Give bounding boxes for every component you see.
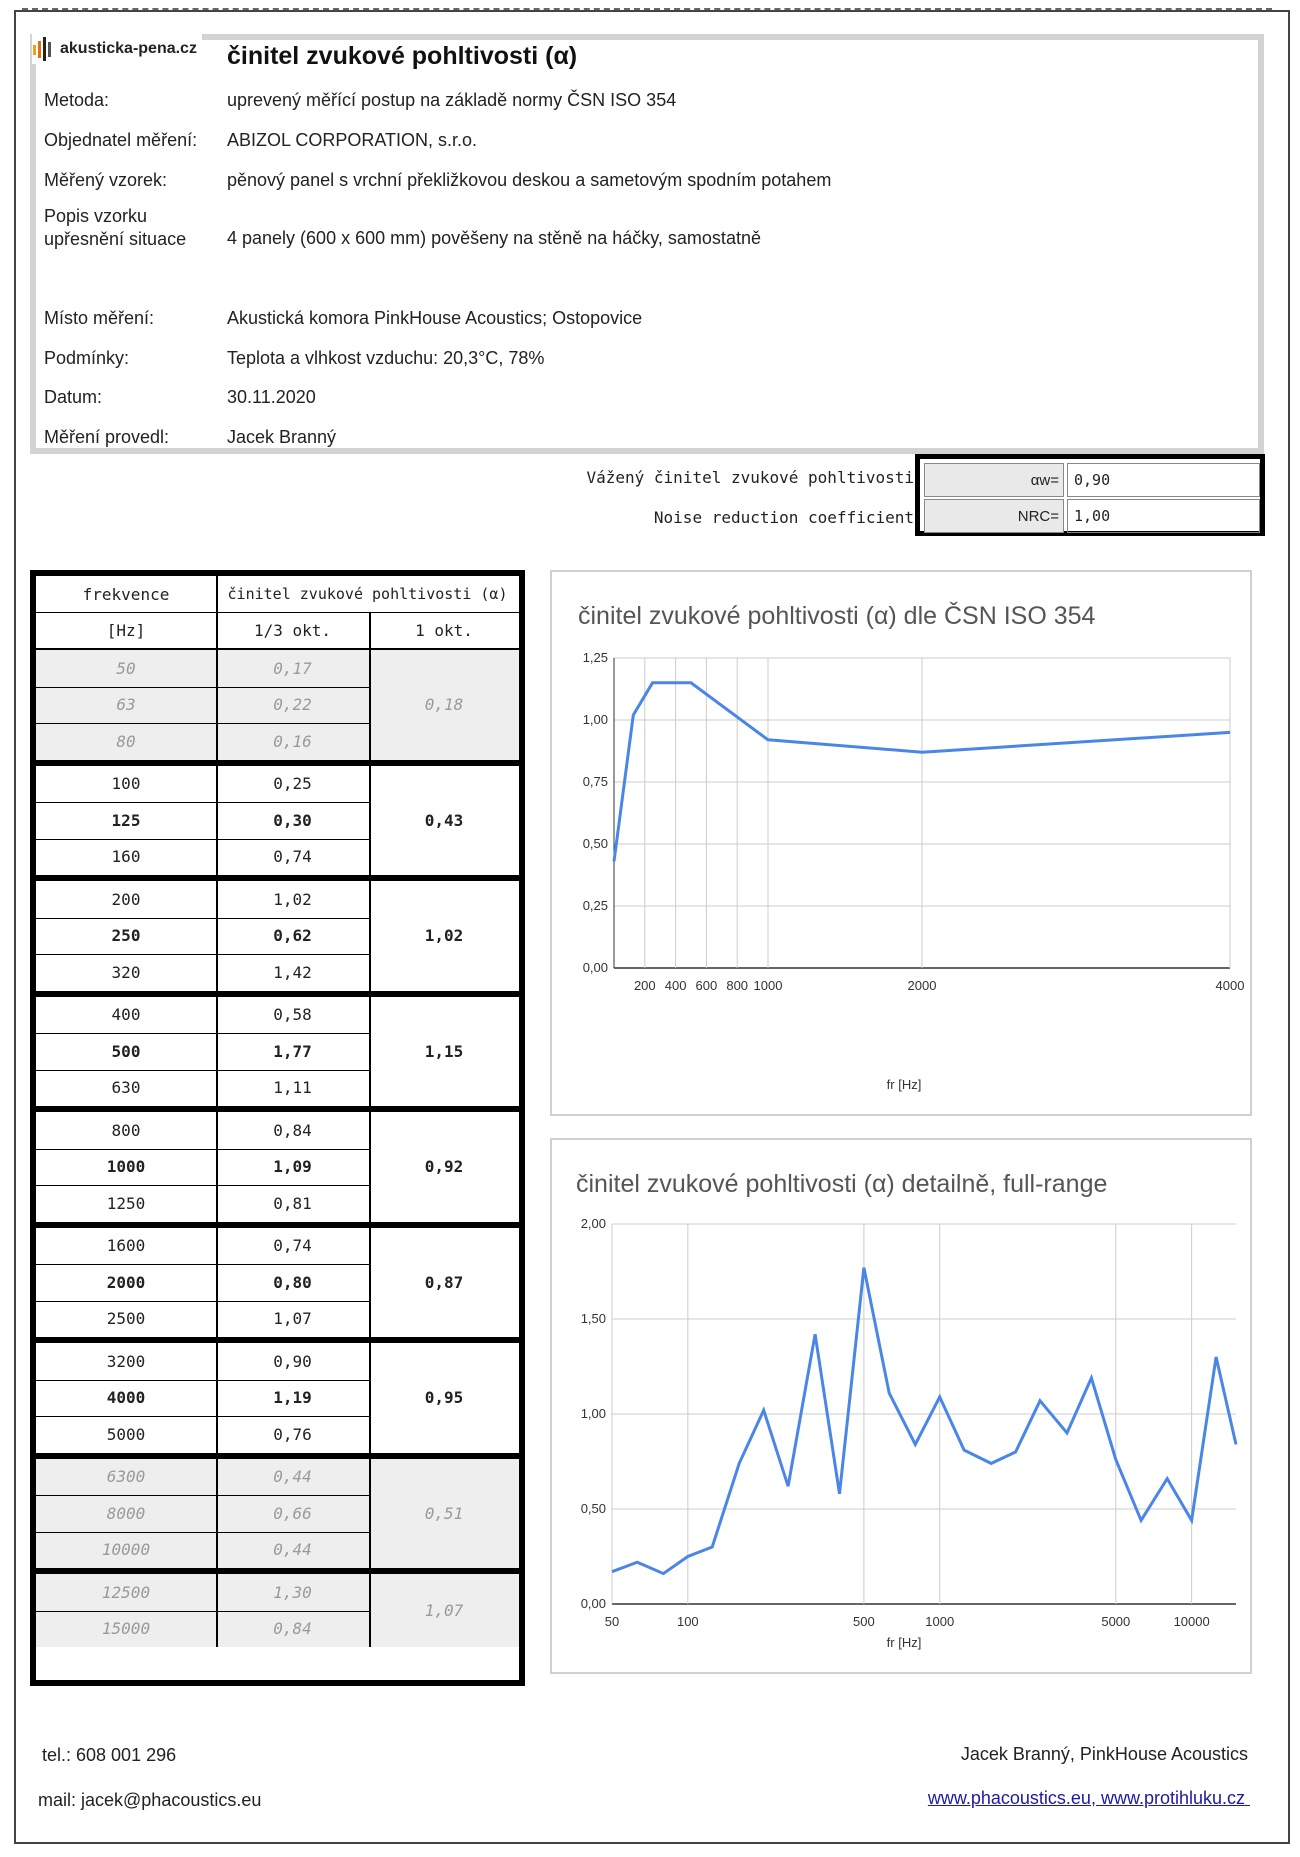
weighted-values-box [915,454,1265,536]
y-tick-label: 0,50 [580,1501,606,1516]
table-cell-third-octave: 0,44 [273,1467,312,1487]
row-divider [36,723,369,724]
chart-title: činitel zvukové pohltivosti (α) detailně, full-range [576,1170,1108,1198]
table-cell-frequency: 200 [111,889,141,909]
y-tick-label: 0,75 [582,774,608,789]
row-divider [36,918,369,919]
header-col-line [216,576,218,648]
row-divider [36,1185,369,1186]
header-unit: [Hz] [106,620,146,640]
table-cell-third-octave: 0,90 [273,1351,312,1371]
info-value: 4 panely (600 x 600 mm) pověšeny na stěně na háčky, samostatně [227,228,761,248]
chart-ticks [583,650,1245,993]
table-cell-third-octave: 1,02 [273,889,312,909]
page-top-dashes [22,8,1272,10]
table-cell-octave: 1,02 [424,926,464,946]
table-cell-third-octave: 0,74 [273,847,312,867]
table-cell-third-octave: 0,17 [273,658,312,678]
table-cell-third-octave: 0,80 [273,1272,312,1292]
info-label: Měřený vzorek: [44,170,168,190]
nrc-label: Noise reduction coefficient [653,508,914,527]
table-cell-frequency: 400 [111,1005,141,1025]
table-cell-third-octave: 0,84 [273,1619,312,1639]
table-cell-third-octave: 1,11 [273,1078,312,1098]
row-divider [36,1070,369,1071]
table-cell-frequency: 630 [111,1078,141,1098]
col-line [216,1459,218,1569]
info-value: Akustická komora PinkHouse Acoustics; Ostopovice [227,308,643,328]
y-tick-label: 0,25 [582,898,608,913]
table-cell-third-octave: 1,30 [273,1582,312,1602]
x-tick-label: 100 [676,1614,699,1629]
col-line [216,1574,218,1647]
col-line [369,766,371,876]
row-divider [36,1149,369,1150]
chart-full-range-svg [552,1140,1254,1676]
row-divider [36,1264,369,1265]
logo-text: akusticka-pena.cz [60,40,197,57]
page-title: činitel zvukové pohltivosti (α) [227,42,578,70]
x-tick-label: 1000 [753,978,783,993]
table-cell-third-octave: 1,09 [273,1157,312,1177]
table-cell-third-octave: 1,07 [273,1309,312,1329]
col-line [216,881,218,991]
x-tick-label: 2000 [907,978,937,993]
weighted-alpha-label: Vážený činitel zvukové pohltivosti [586,468,914,487]
table-cell-third-octave: 1,42 [273,962,312,982]
footer-links[interactable]: www.phacoustics.eu, www.protihluku.cz [927,1788,1250,1808]
chart-grid [614,658,1230,968]
table-cell-frequency: 2000 [106,1272,146,1292]
info-value: 30.11.2020 [227,387,316,407]
y-tick-label: 1,25 [582,650,608,665]
header-divider [36,612,519,613]
table-cell-frequency: 160 [111,847,141,867]
chart-iso354 [550,570,1252,1116]
row-divider [36,1611,369,1612]
info-value: pěnový panel s vrchní překližkovou deskou a sametovým spodním potahem [227,170,832,190]
nrc-key: NRC= [924,499,1064,533]
info-label: Popis vzorku upřesnění situace [44,206,187,249]
chart-grid [612,1224,1236,1604]
col-line [216,766,218,876]
col-line [369,1459,371,1569]
row-divider [36,1380,369,1381]
chart-x-label: fr [Hz] [886,1635,922,1650]
table-cell-frequency: 320 [111,962,141,982]
table-cell-third-octave: 0,25 [273,774,312,794]
row-divider [36,1532,369,1533]
row-divider [36,687,369,688]
logo-bars-icon [32,36,54,62]
row-divider [36,954,369,955]
table-cell-octave: 0,92 [424,1157,464,1177]
table-cell-third-octave: 0,44 [273,1540,312,1560]
header-octave: 1 okt. [415,620,473,640]
y-tick-label: 1,00 [580,1406,606,1421]
table-cell-frequency: 80 [116,731,136,751]
y-tick-label: 0,50 [582,836,608,851]
col-line [369,997,371,1107]
row-divider [36,1301,369,1302]
col-line [216,650,218,760]
table-cell-third-octave: 0,84 [273,1120,312,1140]
x-tick-label: 5000 [1101,1614,1131,1629]
table-cell-frequency: 6300 [106,1467,146,1487]
x-tick-label: 50 [604,1614,620,1629]
table-cell-frequency: 8000 [106,1503,146,1523]
table-cell-octave: 0,18 [424,695,464,715]
table-cell-third-octave: 0,62 [273,926,312,946]
footer-author: Jacek Branný, PinkHouse Acoustics [960,1744,1248,1764]
x-tick-label: 10000 [1173,1614,1210,1629]
info-label: Podmínky: [44,348,130,368]
footer-mail[interactable]: mail: jacek@phacoustics.eu [38,1790,262,1810]
header-third-octave: 1/3 okt. [253,620,332,640]
table-cell-octave: 0,95 [424,1388,464,1408]
info-value: uprevený měřící postup na základě normy ČSN ISO 354 [227,90,677,110]
col-line [216,1343,218,1453]
chart-series-line [612,1268,1236,1574]
x-tick-label: 4000 [1215,978,1245,993]
col-line [369,1343,371,1453]
logo [32,34,202,64]
table-cell-octave: 0,87 [424,1272,464,1292]
y-tick-label: 2,00 [580,1216,606,1231]
info-label: Místo měření: [44,308,155,328]
table-cell-third-octave: 0,22 [273,695,312,715]
y-tick-label: 1,50 [580,1311,606,1326]
col-line [369,1574,371,1647]
footer-phone: tel.: 608 001 296 [42,1745,177,1765]
y-tick-label: 0,00 [582,960,608,975]
row-divider [36,802,369,803]
chart-title: činitel zvukové pohltivosti (α) dle ČSN ISO 354 [578,602,1096,630]
header-alpha: činitel zvukové pohltivosti (α) [227,585,508,603]
chart-x-label: fr [Hz] [886,1077,922,1092]
table-cell-octave: 0,43 [424,810,464,830]
table-cell-third-octave: 0,58 [273,1005,312,1025]
col-line [216,1112,218,1222]
nrc-value: 1,00 [1067,499,1260,533]
table-cell-frequency: 4000 [106,1388,146,1408]
table-cell-third-octave: 0,74 [273,1236,312,1256]
table-cell-octave: 1,07 [424,1601,464,1620]
table-cell-third-octave: 1,19 [273,1388,312,1408]
info-value: ABIZOL CORPORATION, s.r.o. [227,130,478,150]
col-line [369,881,371,991]
info-value: Teplota a vlhkost vzduchu: 20,3°C, 78% [227,348,545,368]
absorption-table [30,570,525,1686]
x-tick-label: 500 [853,1614,875,1629]
info-label: Metoda: [44,90,110,110]
y-tick-label: 1,00 [582,712,608,727]
row-divider [36,839,369,840]
row-divider [36,1033,369,1034]
table-cell-octave: 0,51 [424,1503,464,1523]
table-cell-third-octave: 0,66 [273,1503,312,1523]
col-line [369,1228,371,1338]
info-label: Měření provedl: [44,427,170,447]
table-cell-frequency: 1250 [106,1193,146,1213]
col-line [216,997,218,1107]
table-cell-frequency: 800 [111,1120,141,1140]
col-line [369,1112,371,1222]
x-tick-label: 800 [726,978,749,993]
alpha-w-value: 0,90 [1067,463,1260,497]
table-cell-frequency: 5000 [106,1424,146,1444]
table-cell-frequency: 10000 [101,1540,151,1560]
table-cell-frequency: 125 [111,810,141,830]
x-tick-label: 1000 [925,1614,955,1629]
chart-full-range [550,1138,1252,1674]
table-cell-third-octave: 0,30 [273,810,312,830]
table-cell-frequency: 12500 [101,1582,151,1602]
row-divider [36,1416,369,1417]
table-cell-third-octave: 1,77 [273,1041,312,1061]
x-tick-label: 400 [664,978,687,993]
chart-iso354-svg [552,572,1254,1118]
table-cell-frequency: 50 [116,658,136,678]
alpha-w-key: αw= [924,463,1064,497]
x-tick-label: 200 [633,978,656,993]
table-cell-frequency: 15000 [101,1619,151,1639]
table-cell-octave: 1,15 [424,1041,464,1061]
y-tick-label: 0,00 [580,1596,606,1611]
col-line [369,650,371,760]
table-cell-third-octave: 0,81 [273,1193,312,1213]
table-cell-frequency: 63 [116,695,136,715]
table-cell-frequency: 2500 [106,1309,146,1329]
table-cell-third-octave: 0,76 [273,1424,312,1444]
col-line [216,1228,218,1338]
table-cell-third-octave: 0,16 [273,731,312,751]
table-cell-frequency: 250 [111,926,141,946]
info-value: Jacek Branný [227,427,337,447]
header-frequency: frekvence [82,584,170,604]
info-label: Datum: [44,387,103,407]
table-cell-frequency: 1600 [106,1236,146,1256]
table-cell-frequency: 100 [111,774,141,794]
x-tick-label: 600 [695,978,718,993]
table-cell-frequency: 500 [111,1041,141,1061]
row-divider [36,1495,369,1496]
table-cell-frequency: 1000 [106,1157,146,1177]
table-cell-frequency: 3200 [106,1351,146,1371]
info-label: Objednatel měření: [44,130,198,150]
header-col-line-2 [369,612,371,648]
